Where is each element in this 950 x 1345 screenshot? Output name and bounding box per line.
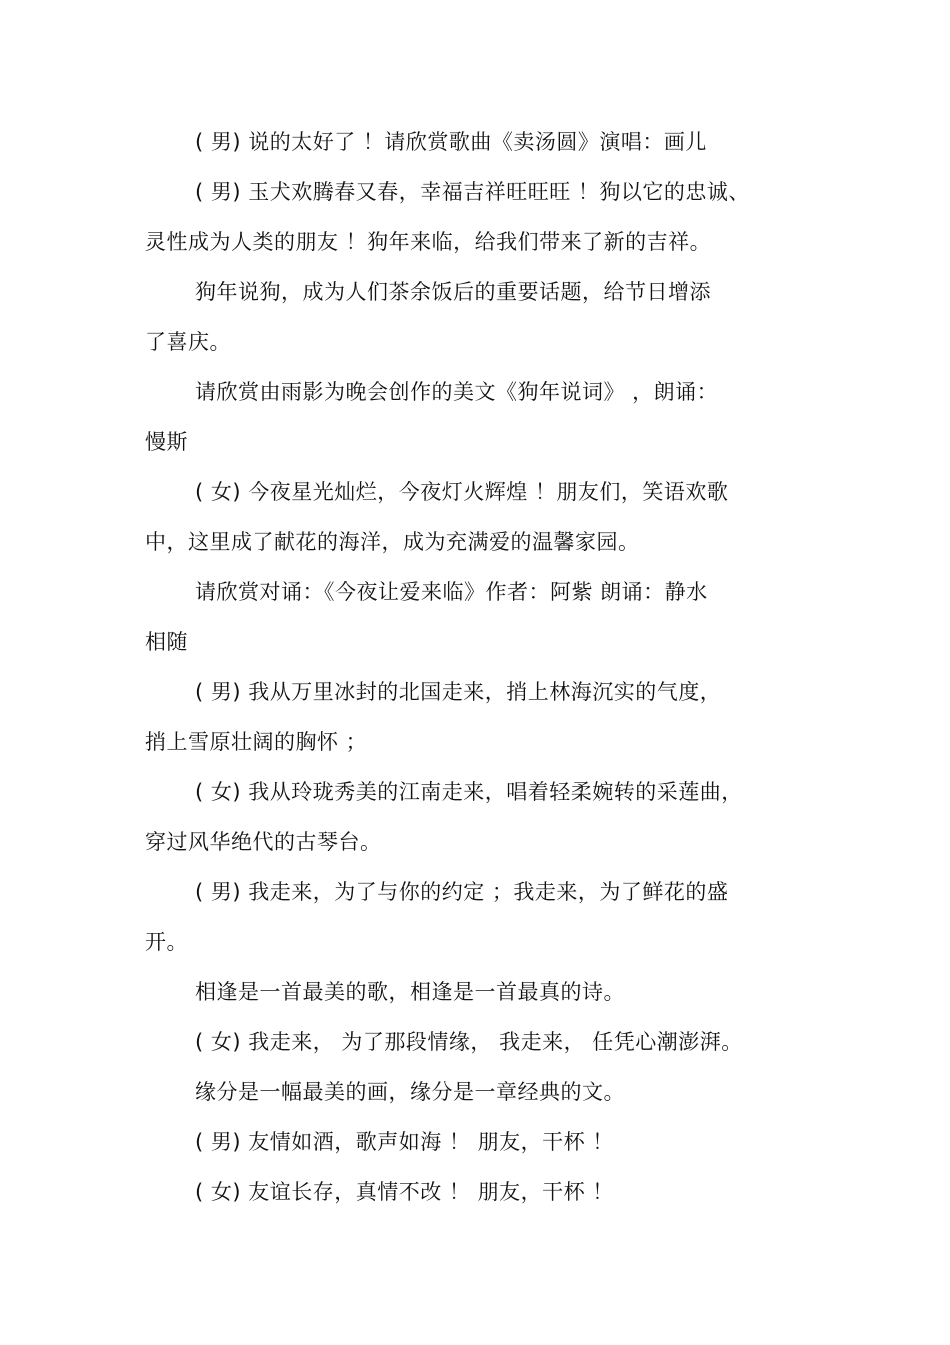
paragraph-line: 缘分是一幅最美的画，缘分是一章经典的文。 bbox=[195, 1080, 625, 1104]
paragraph-line: 相随 bbox=[145, 630, 188, 654]
paragraph-line: ( 男) 我走来，为了与你的约定 ；我走来，为了鲜花的盛 bbox=[195, 880, 729, 904]
paragraph-line: ( 男) 说的太好了 ！请欣赏歌曲《卖汤圆》演唱：画儿 bbox=[195, 130, 707, 154]
paragraph-line: 请欣赏由雨影为晚会创作的美文《狗年说词》 ，朗诵： bbox=[195, 380, 719, 404]
paragraph-line: 穿过风华绝代的古琴台。 bbox=[145, 830, 382, 854]
paragraph-line: 相逢是一首最美的歌，相逢是一首最真的诗。 bbox=[195, 980, 625, 1004]
paragraph-line: ( 女) 友谊长存，真情不改 ！ 朋友，干杯 ！ bbox=[195, 1180, 614, 1204]
paragraph-line: 请欣赏对诵：《今夜让爱来临》作者：阿紫 朗诵：静水 bbox=[195, 580, 708, 604]
paragraph-line: 开。 bbox=[145, 930, 188, 954]
paragraph-line: ( 男) 我从万里冰封的北国走来，捎上林海沉实的气度， bbox=[195, 680, 722, 704]
paragraph-line: 灵性成为人类的朋友 ！狗年来临，给我们带来了新的吉祥。 bbox=[145, 230, 712, 254]
paragraph-line: ( 女) 我从玲珑秀美的江南走来，唱着轻柔婉转的采莲曲， bbox=[195, 780, 743, 804]
paragraph-line: ( 男) 玉犬欢腾春又春，幸福吉祥旺旺旺 ！狗以它的忠诚、 bbox=[195, 180, 750, 204]
paragraph-line: ( 女) 我走来， 为了那段情缘， 我走来， 任凭心潮澎湃。 bbox=[195, 1030, 743, 1054]
paragraph-line: ( 男) 友情如酒，歌声如海 ！ 朋友，干杯 ！ bbox=[195, 1130, 614, 1154]
paragraph-line: 捎上雪原壮阔的胸怀 ； bbox=[145, 730, 368, 754]
paragraph-line: 狗年说狗，成为人们茶余饭后的重要话题，给节日增添 bbox=[195, 280, 711, 304]
paragraph-line: ( 女) 今夜星光灿烂，今夜灯火辉煌 ！朋友们，笑语欢歌 bbox=[195, 480, 729, 504]
paragraph-line: 了喜庆。 bbox=[145, 330, 231, 354]
paragraph-line: 中，这里成了献花的海洋，成为充满爱的温馨家园。 bbox=[145, 530, 640, 554]
paragraph-line: 慢斯 bbox=[145, 430, 188, 454]
